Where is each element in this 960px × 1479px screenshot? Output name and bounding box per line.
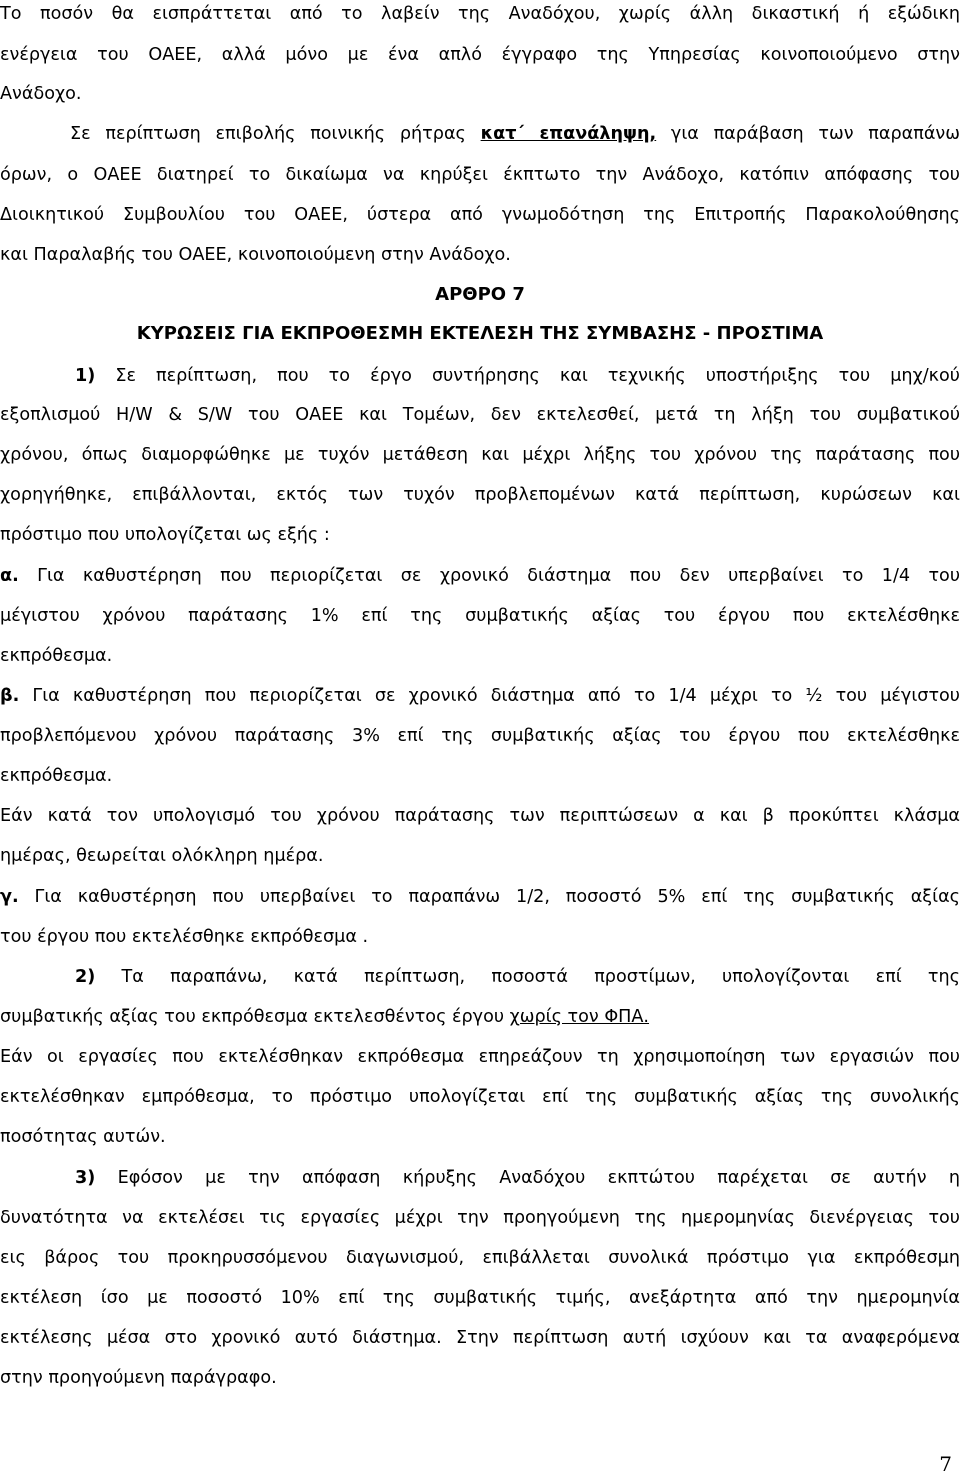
page-number: 7 <box>939 1452 952 1476</box>
section-marker: 3) <box>75 1168 96 1188</box>
underlined-phrase: χωρίς τον ΦΠΑ. <box>509 1007 650 1027</box>
item-marker: α. <box>0 566 19 586</box>
text-line: Εάν κατά τον υπολογισμό του χρόνου παράτασης των περιπτώσεων α και β προκύπτει κλάσμα <box>0 806 960 826</box>
text-segment: Σε περίπτωση, που το έργο συντήρησης και τεχνικής υποστήριξης του μηχ/κού <box>95 366 960 386</box>
text-segment: για παράβαση των παραπάνω <box>656 124 960 144</box>
text-line <box>0 965 960 989</box>
text-line <box>0 1005 960 1029</box>
text-line: εξοπλισμού H/W & S/W του ΟΑΕΕ και Τομέων, δεν εκτελεσθεί, μετά τη λήξη του συμβατικού <box>0 405 960 425</box>
article-number: ΑΡΘΡΟ 7 <box>435 284 525 305</box>
text-line: εκπρόθεσμα. <box>0 646 113 666</box>
text-segment: Για καθυστέρηση που περιορίζεται σε χρονικό διάστημα που δεν υπερβαίνει το 1/4 του <box>18 566 960 586</box>
text-line: και Παραλαβής του ΟΑΕΕ, κοινοποιούμενη στην Ανάδοχο. <box>0 245 511 265</box>
section-marker: 2) <box>75 967 96 987</box>
text-line: εκπρόθεσμα. <box>0 766 113 786</box>
text-segment: Εφόσον με την απόφαση κήρυξης Αναδόχου εκπτώτου παρέχεται σε αυτήν η <box>95 1168 960 1188</box>
text-line <box>0 364 960 388</box>
item-marker: γ. <box>0 887 19 907</box>
text-segment: Σε περίπτωση επιβολής ποινικής ρήτρας <box>70 124 481 144</box>
text-line: Ανάδοχο. <box>0 84 82 104</box>
text-segment: Τα παραπάνω, κατά περίπτωση, ποσοστά προστίμων, υπολογίζονται επί της <box>95 967 960 987</box>
text-line <box>0 1166 960 1190</box>
text-line <box>0 885 960 909</box>
item-marker: β. <box>0 686 20 706</box>
text-segment: Για καθυστέρηση που υπερβαίνει το παραπάνω 1/2, ποσοστό 5% επί της συμβατικής αξίας <box>18 887 960 907</box>
text-line: εκτελέσθηκαν εμπρόθεσμα, το πρόστιμο υπολογίζεται επί της συμβατικής αξίας της συνολικής <box>0 1087 960 1107</box>
text-line: εκτέλεσης μέσα στο χρονικό αυτό διάστημα. Στην περίπτωση αυτή ισχύουν και τα αναφερόμενα <box>0 1328 960 1348</box>
text-line <box>0 122 960 146</box>
text-line: εκτέλεση ίσο με ποσοστό 10% επί της συμβατικής τιμής, ανεξάρτητα από την ημερομηνία <box>0 1288 960 1308</box>
text-segment: Για καθυστέρηση που περιορίζεται σε χρονικό διάστημα από το 1/4 μέχρι το ½ του μέγιστου <box>19 686 960 706</box>
text-line: εις βάρος του προκηρυσσόμενου διαγωνισμού, επιβάλλεται συνολικά πρόστιμο για εκπρόθεσμη <box>0 1248 960 1268</box>
section-marker: 1) <box>75 366 96 386</box>
text-line: όρων, ο ΟΑΕΕ διατηρεί το δικαίωμα να κηρύξει έκπτωτο την Ανάδοχο, κατόπιν απόφασης του <box>0 165 960 185</box>
text-line: ημέρας, θεωρείται ολόκληρη ημέρα. <box>0 846 324 866</box>
article-title: ΚΥΡΩΣΕΙΣ ΓΙΑ ΕΚΠΡΟΘΕΣΜΗ ΕΚΤΕΛΕΣΗ ΤΗΣ ΣΥΜΒΑΣΗΣ - ΠΡΟΣΤΙΜΑ <box>136 323 824 344</box>
text-line: χρόνου, όπως διαμορφώθηκε με τυχόν μετάθεση και μέχρι λήξης του χρόνου της παράτασης που <box>0 445 960 465</box>
text-line: στην προηγούμενη παράγραφο. <box>0 1368 277 1388</box>
text-line: δυνατότητα να εκτελέσει τις εργασίες μέχρι την προηγούμενη της ημερομηνίας διενέργειας του <box>0 1208 960 1228</box>
text-line: Το ποσόν θα εισπράττεται από το λαβείν της Αναδόχου, χωρίς άλλη δικαστική ή εξώδικη <box>0 4 960 24</box>
text-line <box>0 564 960 588</box>
text-line <box>0 684 960 708</box>
text-line: χορηγήθηκε, επιβάλλονται, εκτός των τυχόν προβλεπομένων κατά περίπτωση, κυρώσεων και <box>0 485 960 505</box>
text-line: του έργου που εκτελέσθηκε εκπρόθεσμα . <box>0 927 369 947</box>
text-line: προβλεπόμενου χρόνου παράτασης 3% επί της συμβατικής αξίας του έργου που εκτελέσθηκε <box>0 726 960 746</box>
text-line: πρόστιμο που υπολογίζεται ως εξής : <box>0 525 330 545</box>
text-line: ποσότητας αυτών. <box>0 1127 166 1147</box>
text-line: ενέργεια του ΟΑΕΕ, αλλά μόνο με ένα απλό έγγραφο της Υπηρεσίας κοινοποιούμενο στην <box>0 45 960 65</box>
text-line: Διοικητικού Συμβουλίου του ΟΑΕΕ, ύστερα από γνωμοδότηση της Επιτροπής Παρακολούθησης <box>0 205 960 225</box>
text-segment: συμβατικής αξίας του εκπρόθεσμα εκτελεσθέντος έργου <box>0 1007 510 1027</box>
emphasized-phrase: κατ΄ επανάληψη, <box>480 124 657 144</box>
text-line: Εάν οι εργασίες που εκτελέσθηκαν εκπρόθεσμα επηρεάζουν τη χρησιμοποίηση των εργασιών που <box>0 1047 960 1067</box>
text-line: μέγιστου χρόνου παράτασης 1% επί της συμβατικής αξίας του έργου που εκτελέσθηκε <box>0 606 960 626</box>
